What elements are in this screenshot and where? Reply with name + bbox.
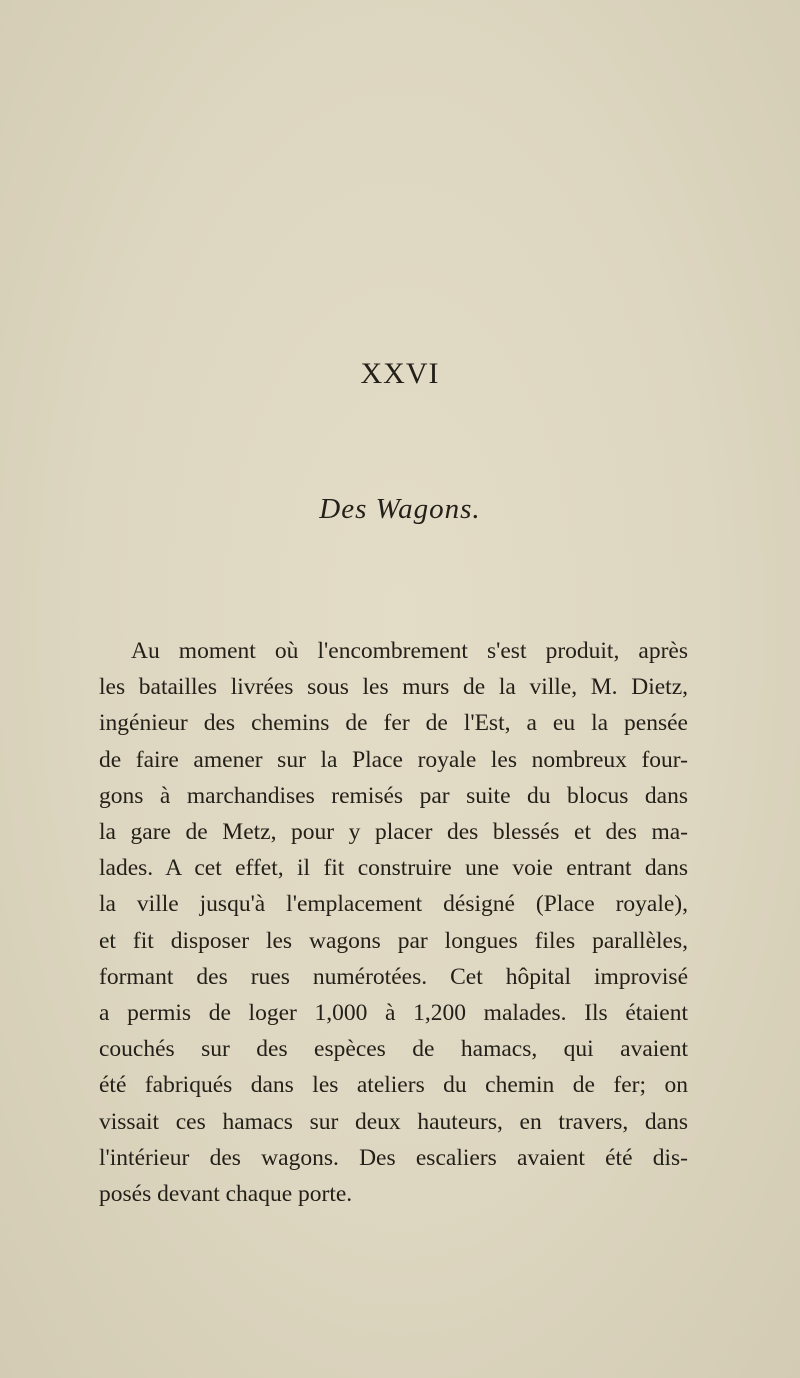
paragraph-line: couchés sur des espèces de hamacs, qui avaient — [99, 1036, 688, 1063]
paragraph-line: Au moment où l'encombrement s'est produit, après — [131, 638, 688, 664]
paragraph-line: l'intérieur des wagons. Des escaliers avaient été dis- — [99, 1144, 688, 1171]
paragraph-line: les batailles livrées sous les murs de la ville, M. Dietz, — [99, 674, 688, 701]
paragraph-line: posés devant chaque porte. — [99, 1181, 353, 1208]
paragraph-line: la ville jusqu'à l'emplacement désigné (Place royale), — [99, 891, 688, 918]
paragraph-line: gons à marchandises remisés par suite du blocus dans — [99, 782, 688, 809]
paragraph-line: formant des rues numérotées. Cet hôpital improvisé — [99, 963, 688, 990]
paragraph-line: a permis de loger 1,000 à 1,200 malades. Ils étaient — [99, 1000, 688, 1027]
chapter-paragraph — [99, 633, 688, 1212]
chapter-title: Des Wagons. — [319, 493, 481, 525]
chapter-number: XXVI — [360, 357, 440, 390]
paragraph-line: et fit disposer les wagons par longues files parallèles, — [99, 927, 688, 954]
paragraph-line: vissait ces hamacs sur deux hauteurs, en travers, dans — [99, 1108, 688, 1135]
paragraph-line: lades. A cet effet, il fit construire une voie entrant dans — [99, 855, 688, 882]
paragraph-line: de faire amener sur la Place royale les nombreux four- — [99, 746, 688, 773]
paragraph-line: été fabriqués dans les ateliers du chemin de fer; on — [99, 1072, 688, 1099]
paragraph-line: la gare de Metz, pour y placer des blessés et des ma- — [99, 819, 688, 846]
paragraph-line: ingénieur des chemins de fer de l'Est, a eu la pensée — [99, 710, 688, 737]
